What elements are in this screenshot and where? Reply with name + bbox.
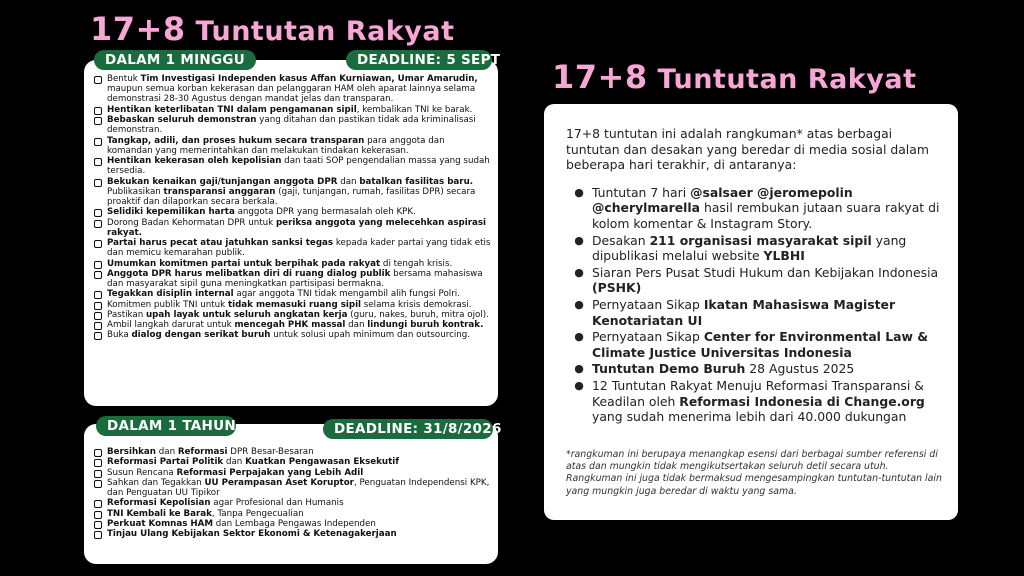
demand-item — [94, 320, 492, 330]
source-text — [592, 361, 854, 377]
emphasis-text: transparansi anggaran — [163, 186, 276, 197]
source-text — [592, 329, 946, 360]
emphasis-text: Partai harus pecat atau jatuhkan sanksi tegas — [107, 238, 334, 248]
emphasis-text: Tangkap, adili, dan proses hukum secara transparan — [107, 135, 365, 146]
demand-item — [94, 136, 492, 156]
year-period-badge: DALAM 1 TAHUN — [96, 416, 236, 436]
body-text: yang ditahan dan pastikan tidak ada kriminalisasi demonstran. — [107, 115, 476, 136]
checkbox-icon — [94, 158, 102, 166]
emphasis-text: Tuntutan Demo Buruh — [592, 361, 746, 377]
bullet-icon: ● — [574, 330, 584, 344]
checkbox-icon — [94, 76, 102, 84]
demand-item — [94, 156, 492, 176]
emphasis-text: Hentikan keterlibatan TNI dalam pengamanan sipil — [107, 104, 357, 115]
source-text — [592, 297, 946, 328]
checkbox-icon — [94, 302, 102, 310]
emphasis-text: Umumkan komitmen partai untuk berpihak pada rakyat — [107, 258, 381, 269]
emphasis-text: Reformasi Indonesia di Change.org — [679, 393, 925, 409]
checkbox-icon — [94, 209, 102, 217]
emphasis-text: (PSHK) — [592, 280, 642, 296]
demand-item — [94, 207, 492, 217]
source-text — [592, 378, 946, 425]
emphasis-text: @salsaer @jeromepolin @cherylmarella — [592, 184, 853, 216]
checkbox-icon — [94, 220, 102, 228]
body-text: Tuntutan 7 hari — [592, 184, 691, 200]
bullet-icon: ● — [574, 362, 584, 376]
demand-item — [94, 259, 492, 269]
body-text: yang dipublikasi melalui website — [592, 232, 907, 264]
emphasis-text: dialog dengan serikat buruh — [131, 330, 271, 341]
body-text: Dorong Badan Kehormatan DPR untuk — [107, 217, 276, 228]
demand-text — [107, 269, 492, 289]
sources-footnote: *rangkuman ini berupaya menangkap esensi dari berbagai sumber referensi di atas dan mungkin tidak mengikutsertakan seluruh detil secara utuh. Rangkuman ini juga tidak bermaksud mengesampingkan tuntutan-tuntutan lain yang mungkin juga beredar di waktu yang sama. — [566, 448, 942, 497]
body-text: maupun semua korban kekerasan dan pelanggaran HAM oleh aparat lainnya selama demonstrasi 28-30 Agustus dengan mandat jelas dan transparan. — [107, 84, 476, 105]
body-text: 28 Agustus 2025 — [745, 361, 855, 377]
emphasis-text: periksa anggota yang melecehkan aspirasi rakyat. — [107, 217, 487, 238]
body-text: Pernyataan Sikap — [592, 329, 704, 345]
emphasis-text: Perkuat Komnas HAM — [107, 518, 214, 529]
emphasis-text: YLBHI — [763, 248, 805, 264]
sources-list — [566, 185, 946, 425]
demand-item — [94, 519, 492, 529]
body-text: untuk solusi upah minimum dan — [270, 330, 417, 341]
checkbox-icon — [94, 117, 102, 125]
demand-item — [94, 289, 492, 299]
demand-text — [107, 136, 492, 156]
emphasis-text: UU Perampasan Aset Koruptor — [204, 477, 354, 488]
body-text: 12 Tuntutan Rakyat Menuju Reformasi Transparansi & Keadilan oleh — [592, 377, 924, 409]
emphasis-text: Ikatan Mahasiswa Magister Kenotariatan UI — [592, 296, 896, 328]
body-text: Bentuk — [107, 74, 141, 84]
demand-text — [107, 447, 314, 457]
demand-text — [107, 207, 416, 217]
bullet-icon: ● — [574, 233, 584, 247]
body-text: selama krisis demokrasi. — [361, 299, 472, 310]
body-text: dan — [155, 447, 178, 457]
demand-text — [107, 478, 492, 498]
checkbox-icon — [94, 511, 102, 519]
body-text: , Tanpa Pengecualian — [211, 508, 304, 519]
body-text: dan taati SOP pengendalian massa yang sudah tersedia. — [107, 156, 490, 177]
body-text: Siaran Pers Pusat Studi Hukum dan Kebijakan Indonesia — [592, 264, 939, 280]
body-text: kepada kader partai yang tidak etis dan memicu kemarahan publik. — [107, 238, 491, 259]
demand-item — [94, 269, 492, 289]
source-item — [566, 265, 946, 296]
body-text: agar anggota TNI tidak mengambil alih fungsi Polri. — [233, 289, 460, 300]
emphasis-text: Bekukan kenaikan gaji/tunjangan anggota DPR — [107, 176, 338, 187]
demand-text — [107, 156, 492, 176]
title-text: Tuntutan Rakyat — [195, 16, 455, 47]
checkbox-icon — [94, 240, 102, 248]
body-text: , Penguatan Independensi KPK, dan Penguatan UU Tipikor — [107, 477, 490, 499]
year-deadline-badge: DEADLINE: 31/8/2026 — [323, 419, 493, 439]
demand-item — [94, 330, 492, 340]
body-text: outsourcing. — [416, 330, 471, 341]
demand-text — [107, 509, 304, 519]
source-item — [566, 361, 946, 377]
demand-text — [107, 498, 344, 508]
emphasis-text: Bebaskan seluruh demonstran — [107, 115, 257, 125]
demand-item — [94, 238, 492, 258]
demand-text — [107, 238, 492, 258]
body-text: Pastikan — [107, 309, 146, 320]
body-text: Desakan — [592, 232, 650, 248]
demand-text — [107, 320, 483, 330]
emphasis-text: upah layak untuk seluruh angkatan kerja — [146, 309, 348, 320]
demand-text — [107, 310, 489, 320]
demand-text — [107, 177, 492, 208]
checkbox-icon — [94, 312, 102, 320]
bullet-icon: ● — [574, 185, 584, 199]
demand-text — [107, 529, 397, 539]
body-text: dan Lembaga Pengawas Independen — [213, 518, 376, 529]
demand-text — [107, 115, 492, 135]
emphasis-text: Reformasi Partai Politik — [107, 457, 224, 468]
emphasis-text: tidak memasuki ruang sipil — [227, 299, 362, 310]
source-text — [592, 185, 946, 232]
demand-item — [94, 115, 492, 135]
body-text: Buka — [107, 330, 132, 341]
emphasis-text: Tegakkan disiplin internal — [107, 289, 234, 300]
body-text: Publikasikan — [107, 186, 164, 197]
checkbox-icon — [94, 480, 102, 488]
body-text: DPR Besar-Besaran — [227, 447, 314, 457]
demand-text — [107, 105, 472, 115]
body-text: hasil rembukan jutaan suara rakyat di kolom komentar & Instagram Story. — [592, 200, 940, 231]
checkbox-icon — [94, 470, 102, 478]
body-text: (gaji, tunjangan, rumah, fasilitas DPR) secara proaktif dan dilaporkan secara berkala. — [107, 186, 476, 207]
emphasis-text: Tinjau Ulang Kebijakan Sektor Ekonomi & Ketenagakerjaan — [107, 529, 397, 540]
body-text: para anggota dan komandan yang memerintahkan dan melakukan tindakan kekerasan. — [107, 135, 445, 156]
source-item — [566, 233, 946, 264]
sources-content — [566, 126, 946, 498]
demand-item — [94, 310, 492, 320]
body-text: dan — [345, 320, 368, 331]
emphasis-text: Anggota DPR harus melibatkan diri di ruang dialog publik — [107, 268, 391, 279]
emphasis-text: mencegah PHK massal — [234, 320, 346, 331]
emphasis-text: Bersihkan — [107, 447, 156, 457]
body-text: agar Profesional dan Humanis — [210, 498, 344, 509]
bullet-icon: ● — [574, 297, 584, 311]
weekly-demands-list — [94, 74, 492, 341]
title-text: Tuntutan Rakyat — [657, 64, 917, 95]
source-text — [592, 233, 946, 264]
source-item — [566, 297, 946, 328]
body-text: Komitmen publik TNI untuk — [107, 299, 228, 310]
demand-text — [107, 468, 363, 478]
checkbox-icon — [94, 449, 102, 457]
emphasis-text: Reformasi Kepolisian — [107, 498, 211, 509]
checkbox-icon — [94, 531, 102, 539]
body-text: bersama mahasiswa dan masyarakat sipil guna meningkatkan partisipasi bermakna. — [107, 268, 483, 289]
emphasis-text: Kuatkan Pengawasan Eksekutif — [245, 457, 400, 468]
emphasis-text: batalkan fasilitas baru. — [359, 176, 474, 187]
emphasis-text: 211 organisasi masyarakat sipil — [649, 232, 872, 248]
page-title-left — [90, 10, 454, 48]
bullet-icon: ● — [574, 265, 584, 279]
sources-intro: 17+8 tuntutan ini adalah rangkuman* atas berbagai tuntutan dan desakan yang beredar di media sosial dalam beberapa hari terakhir, di antaranya: — [566, 126, 929, 173]
emphasis-text: Selidiki kepemilikan harta — [107, 207, 235, 218]
demand-item — [94, 457, 492, 467]
demand-item — [94, 105, 492, 115]
body-text: Pernyataan Sikap — [592, 296, 704, 312]
checkbox-icon — [94, 138, 102, 146]
checkbox-icon — [94, 271, 102, 279]
source-item — [566, 329, 946, 360]
demand-item — [94, 74, 492, 105]
body-text: Sahkan dan Tegakkan — [107, 477, 205, 488]
emphasis-text: Tim Investigasi Independen kasus Affan Kurniawan, Umar Amarudin, — [140, 74, 478, 84]
demand-item — [94, 177, 492, 208]
emphasis-text: TNI Kembali ke Barak — [107, 508, 212, 519]
title-number: 17+8 — [552, 58, 648, 96]
emphasis-text: lindungi buruh kontrak. — [367, 320, 484, 331]
body-text: anggota DPR yang bermasalah oleh KPK. — [234, 207, 416, 218]
body-text: dan — [337, 176, 360, 187]
bullet-icon: ● — [574, 378, 584, 392]
demand-item — [94, 509, 492, 519]
emphasis-text: Center for Environmental Law & Climate Justice Universitas Indonesia — [592, 329, 929, 360]
emphasis-text: Reformasi — [177, 447, 228, 457]
demand-item — [94, 498, 492, 508]
source-item — [566, 378, 946, 425]
body-text: , kembalikan TNI ke barak. — [356, 104, 473, 115]
demand-text — [107, 259, 452, 269]
checkbox-icon — [94, 107, 102, 115]
demand-text — [107, 330, 470, 340]
checkbox-icon — [94, 500, 102, 508]
week-period-badge: DALAM 1 MINGGU — [94, 50, 256, 70]
yearly-demands-list — [94, 447, 492, 540]
checkbox-icon — [94, 261, 102, 269]
demand-text — [107, 519, 376, 529]
checkbox-icon — [94, 332, 102, 340]
emphasis-text: Hentikan kekerasan oleh kepolisian — [107, 156, 282, 166]
checkbox-icon — [94, 521, 102, 529]
demand-item — [94, 218, 492, 238]
body-text: Susun Rencana — [107, 467, 177, 478]
source-text — [592, 265, 946, 296]
body-text: di tengah krisis. — [380, 258, 453, 269]
demand-text — [107, 74, 492, 105]
body-text: (guru, nakes, buruh, mitra ojol). — [347, 309, 489, 320]
checkbox-icon — [94, 459, 102, 467]
title-number: 17+8 — [90, 10, 186, 48]
demand-item — [94, 447, 492, 457]
demand-item — [94, 300, 492, 310]
demand-text — [107, 457, 399, 467]
body-text: Ambil langkah darurat untuk — [107, 320, 235, 331]
emphasis-text: Reformasi Perpajakan yang Lebih Adil — [176, 467, 364, 478]
demand-text — [107, 300, 471, 310]
checkbox-icon — [94, 322, 102, 330]
body-text: dan — [223, 457, 246, 468]
demand-item — [94, 468, 492, 478]
demand-item — [94, 529, 492, 539]
demand-item — [94, 478, 492, 498]
body-text: yang sudah menerima lebih dari 40.000 dukungan — [592, 409, 907, 425]
page-title-right — [552, 58, 916, 96]
demand-text — [107, 289, 460, 299]
checkbox-icon — [94, 291, 102, 299]
source-item — [566, 185, 946, 232]
checkbox-icon — [94, 179, 102, 187]
demand-text — [107, 218, 492, 238]
week-deadline-badge: DEADLINE: 5 SEPT — [346, 50, 492, 70]
